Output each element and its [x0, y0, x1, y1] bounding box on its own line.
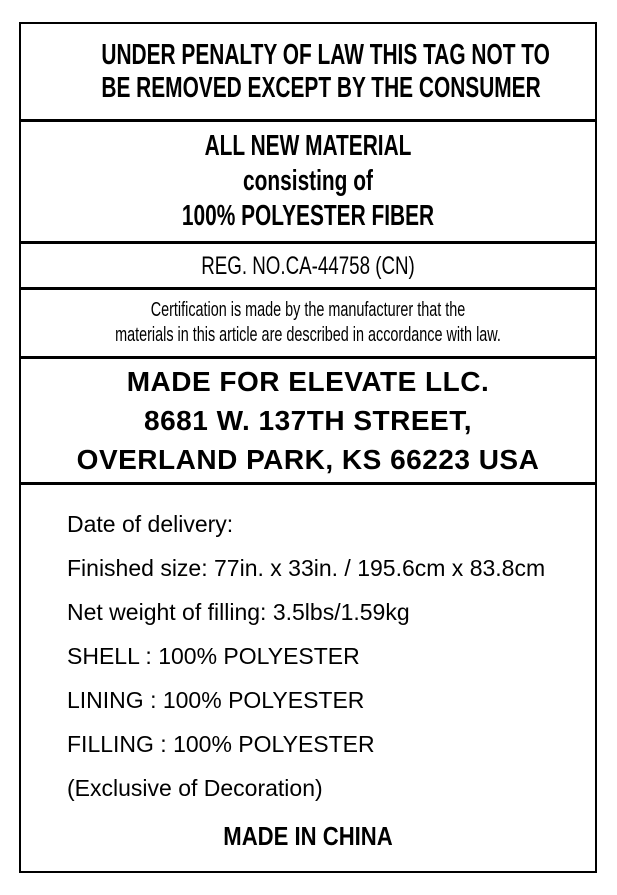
registration-number-section	[21, 241, 595, 287]
penalty-notice-line-2: BE REMOVED EXCEPT BY THE CONSUMER	[101, 71, 541, 104]
filling-content: FILLING : 100% POLYESTER	[67, 731, 375, 757]
made-in-country: MADE IN CHINA	[223, 821, 393, 851]
penalty-notice-section	[21, 24, 595, 119]
net-weight-of-filling: Net weight of filling: 3.5lbs/1.59kg	[67, 599, 410, 625]
product-details-section	[21, 482, 595, 856]
certification-line-1: Certification is made by the manufacturer that the	[150, 299, 466, 321]
penalty-notice-line-1: UNDER PENALTY OF LAW THIS TAG NOT TO	[101, 38, 550, 71]
law-label	[19, 22, 597, 873]
material-statement-section	[21, 119, 595, 241]
registration-number: REG. NO.CA-44758 (CN)	[201, 251, 415, 280]
lining-content: LINING : 100% POLYESTER	[67, 687, 365, 713]
made-for-city: OVERLAND PARK, KS 66223 USA	[76, 444, 540, 475]
certification-statement-section	[21, 287, 595, 356]
certification-line-2: materials in this article are described in accordance with law.	[115, 324, 501, 346]
made-for-company: MADE FOR ELEVATE LLC.	[126, 366, 490, 397]
shell-content: SHELL : 100% POLYESTER	[67, 643, 360, 669]
exclusive-of-decoration-note: (Exclusive of Decoration)	[67, 775, 323, 801]
made-for-address-section	[21, 356, 595, 482]
material-statement-line-3: 100% POLYESTER FIBER	[181, 200, 435, 232]
finished-size: Finished size: 77in. x 33in. / 195.6cm x 83.8cm	[67, 555, 546, 581]
material-statement-line-1: ALL NEW MATERIAL	[204, 130, 412, 162]
made-for-street: 8681 W. 137TH STREET,	[144, 405, 472, 436]
date-of-delivery: Date of delivery:	[67, 511, 234, 537]
material-statement-line-2: consisting of	[243, 165, 373, 197]
